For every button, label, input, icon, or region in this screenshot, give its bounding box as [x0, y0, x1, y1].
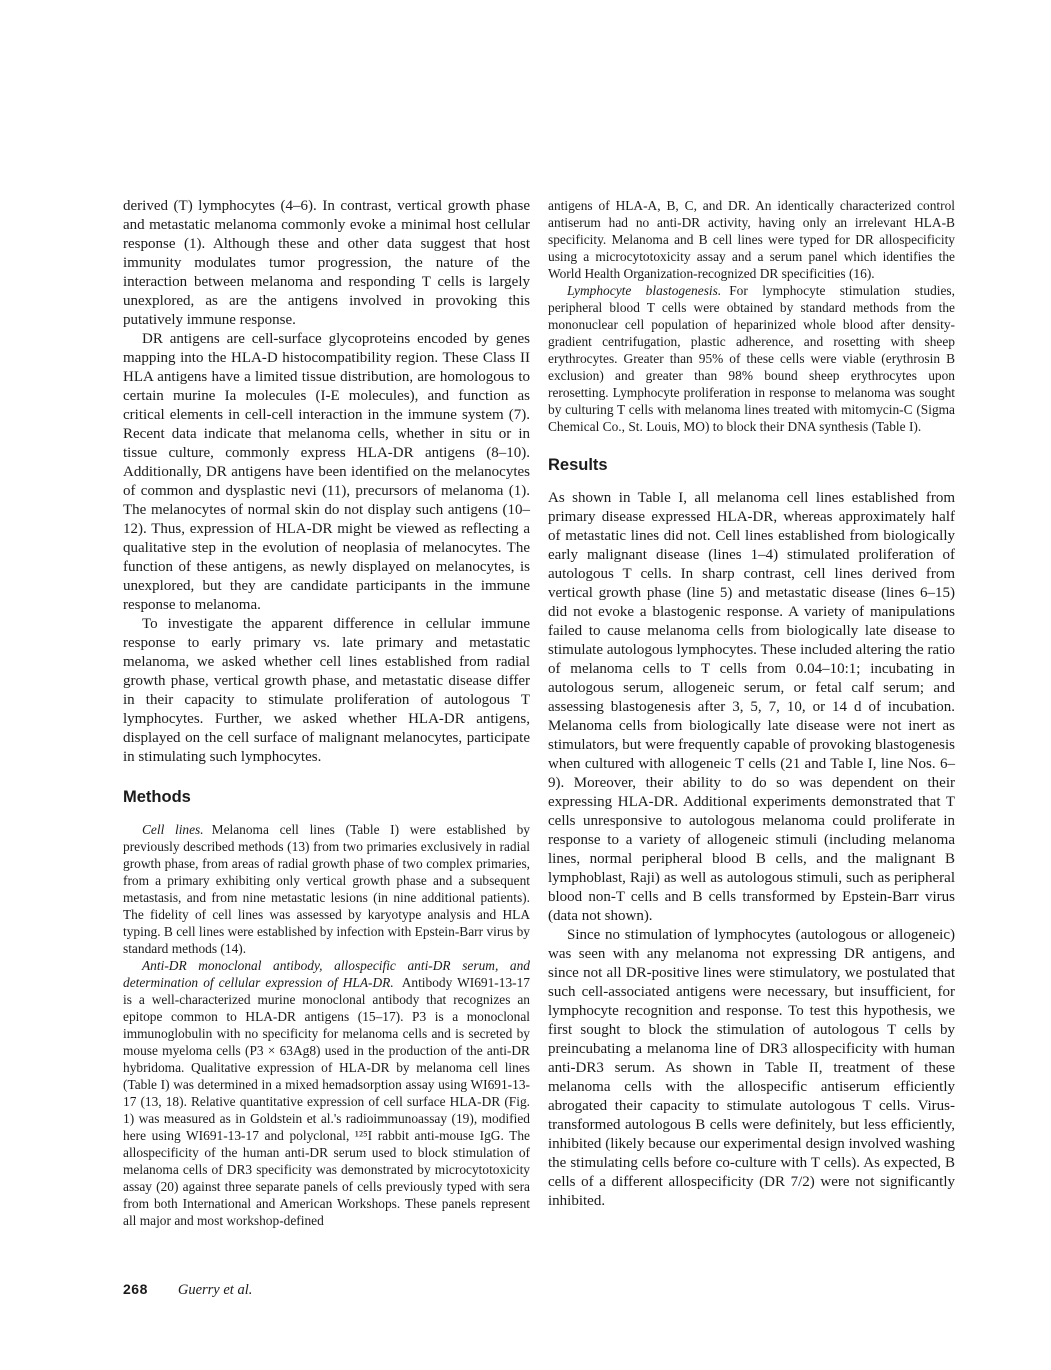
methods-section-continued	[548, 197, 955, 435]
paragraph: antigens of HLA-A, B, C, and DR. An identically characterized control antiserum had no anti-DR activity, having only an irrelevant HLA-B specificity. Melanoma and B cell lines were typed for DR allospecificity using a microcytotoxicity assay and a serum panel which identifies the World Health Organization-recognized DR specificities (16).	[548, 198, 955, 281]
introduction-section	[123, 197, 530, 767]
paragraph	[123, 821, 530, 957]
paragraph-text: Melanoma cell lines (Table I) were established by previously described methods (13) from two primaries exclusively in radial growth phase, from areas of radial growth phase of two complex primaries, from a primary exhibiting only vertical growth phase and a subsequent metastasis, and from nine metastatic lesions (in nine additional patients). The fidelity of cell lines was assessed by karyotype analysis and HLA typing. B cell lines were established by infection with Epstein-Barr virus by standard methods (14).	[123, 822, 530, 956]
paragraph-text: For lymphocyte stimulation studies, peripheral blood T cells were obtained by standard methods from the mononuclear cell population of heparinized whole blood after density-gradient centrifugation, plastic adherence, and rosetting with sheep erythrocytes. Greater than 95% of these cells were viable (erythrosin B exclusion) and greater than 98% bound sheep erythrocytes upon rerosetting. Lymphocyte proliferation in response to melanoma was sought by culturing T cells with melanoma lines treated with mitomycin-C (Sigma Chemical Co., St. Louis, MO) to block their DNA synthesis (Table I).	[548, 283, 955, 434]
results-section	[548, 456, 955, 1211]
paragraph-lead: Lymphocyte blastogenesis.	[567, 283, 722, 298]
paragraph: DR antigens are cell-surface glycoproteins encoded by genes mapping into the HLA-D histocompatibility region. These Class II HLA antigens have a limited tissue distribution, are homologous to certain murine Ia molecules (I-E molecules), and function as critical elements in cell-cell interaction in the immune system (7). Recent data indicate that melanoma cells, whether in situ or in tissue culture, commonly express HLA-DR antigens (8–10). Additionally, DR antigens have been identified on the melanocytes of common and dysplastic nevi (11), precursors of melanoma (1). The melanocytes of normal skin do not display such antigens (10–12). Thus, expression of HLA-DR might be viewed as reflecting a qualitative step in the evolution of neoplasia of melanocytes. The function of these antigens, as newly displayed on melanocytes, is unexplored, but they are candidate participants in the immune response to melanoma.	[123, 331, 530, 613]
section-heading-results: Results	[548, 456, 608, 474]
paragraph-lead: Anti-DR monoclonal antibody, allospecific anti-DR serum, and determination of cellular expression of HLA-DR.	[123, 958, 530, 990]
page-footer	[123, 1281, 252, 1299]
left-column	[123, 197, 530, 1229]
paragraph-lead: Cell lines.	[142, 822, 204, 837]
paragraph: As shown in Table I, all melanoma cell lines established from primary disease expressed HLA-DR, whereas approximately half of metastatic lines did not. Cell lines established from biologically early malignant disease (lines 1–4) stimulated proliferation of autologous T cells. In sharp contrast, cell lines derived from vertical growth phase (line 5) and metastatic disease (lines 6–15) did not evoke a blastogenic response. A variety of manipulations failed to cause melanoma cells from biologically late disease to stimulate autologous lymphocytes. These included altering the ratio of melanoma cells to T cells from 0.04–10:1; incubating in autologous serum, allogeneic serum, or fetal calf serum; and assessing blastogenesis after 3, 5, 7, 10, or 14 d of incubation. Melanoma cells from biologically late disease were not inert as stimulators, but were frequently capable of provoking blastogenesis when cultured with allogeneic T cells (21 and Table I, line Nos. 6–9). Moreover, their ability to do so was dependent on their expressing HLA-DR. Additional experiments demonstrated that T cells unresponsive to autologous melanoma could proliferate in response to a variety of allogeneic stimuli (including melanoma lines, normal peripheral blood B cells, and the malignant B lymphoblast, Raji) as well as autologous stimuli, such as peripheral blood non-T cells and B cells transformed by Epstein-Barr virus (data not shown).	[548, 490, 955, 924]
right-column	[548, 197, 955, 1229]
paragraph	[123, 957, 530, 1229]
paragraph: Since no stimulation of lymphocytes (autologous or allogeneic) was seen with any melanoma not expressing DR antigens, and since not all DR-positive lines were stimulatory, we postulated that such cell-associated antigens were necessary, but insufficient, for lymphocyte recognition and response. To test this hypothesis, we first sought to block the stimulation of autologous T cells by preincubating a melanoma line of DR3 allospecificity with human anti-DR3 serum. As shown in Table II, treatment of these melanoma cells with the allospecific antiserum efficiently abrogated their capacity to stimulate autologous T cells. Virus-transformed autologous B cells were definitely, but less efficiently, inhibited (likely because our experimental design involved washing the stimulating cells before co-culture with T cells). As expected, B cells of a different allospecificity (DR 7/2) were not significantly inhibited.	[548, 927, 955, 1209]
paragraph: To investigate the apparent difference in cellular immune response to early primary vs. late primary and metastatic melanoma, we asked whether cell lines established from radial growth phase, vertical growth phase, and metastatic disease differ in their capacity to stimulate proliferation of autologous T lymphocytes. Further, we asked whether HLA-DR antigens, displayed on the cell surface of malignant melanocytes, participate in stimulating such lymphocytes.	[123, 616, 530, 765]
paragraph	[548, 282, 955, 435]
methods-section	[123, 788, 530, 1229]
two-column-text-block	[123, 197, 955, 1229]
paragraph: derived (T) lymphocytes (4–6). In contrast, vertical growth phase and metastatic melanoma commonly evoke a minimal host cellular response (1). Although these and other data suggest that host immunity modulates tumor progression, the nature of the interaction between melanoma and responding T cells is largely unexplored, as are the antigens involved in provoking this putatively immune response.	[123, 198, 530, 328]
page-number: 268	[123, 1281, 148, 1297]
paragraph-text: Antibody WI691-13-17 is a well-characterized murine monoclonal antibody that recognizes an epitope common to HLA-DR antigens (15–17). P3 is a monoclonal immunoglobulin with no specificity for melanoma cells and is secreted by mouse myeloma cells (P3 × 63Ag8) used in the production of the anti-DR hybridoma. Qualitative expression of HLA-DR by melanoma cell lines (Table I) was determined in a mixed hemadsorption assay using WI691-13-17 (13, 18). Relative quantitative expression of cell surface HLA-DR (Fig. 1) was measured as in Goldstein et al.'s radioimmunoassay (19), modified here using WI691-13-17 and polyclonal, ¹²⁵I rabbit anti-mouse IgG. The allospecificity of the human anti-DR serum used to block stimulation of melanoma cells of DR3 specificity was demonstrated by microcytotoxicity assay (20) against three separate panels of cells previously typed with sera from both International and American Workshops. These panels represent all major and most workshop-defined	[123, 975, 530, 1228]
section-heading-methods: Methods	[123, 788, 191, 806]
running-head-authors: Guerry et al.	[177, 1282, 253, 1298]
